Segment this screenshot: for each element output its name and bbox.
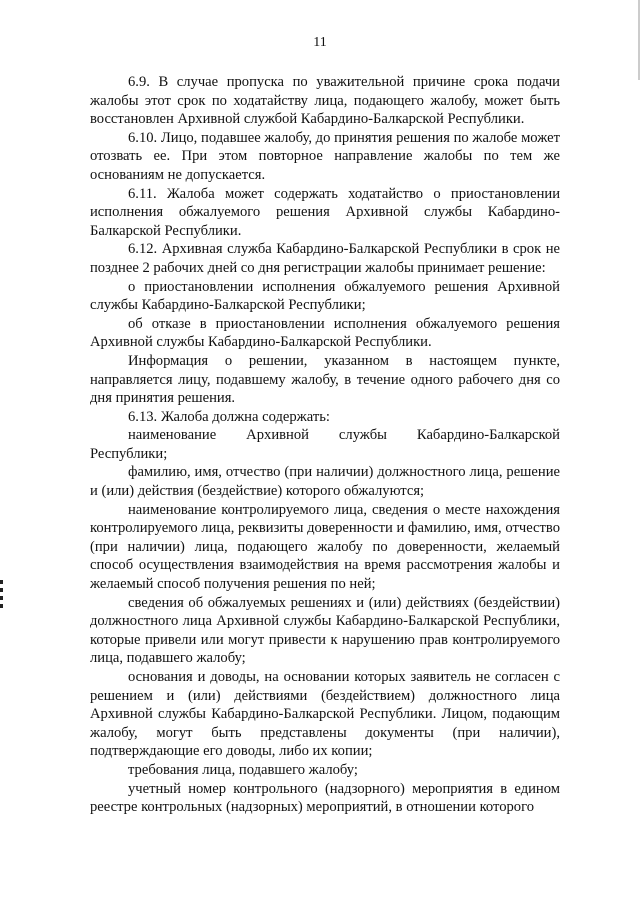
list-item-agency-name: наименование Архивной службы Кабардино-Балкарской Республики; (90, 427, 560, 462)
paragraph-6-13: 6.13. Жалоба должна содержать: (128, 408, 330, 425)
list-item-official-name: фамилию, имя, отчество (при наличии) должностного лица, решение и (или) действия (бездействие) которого обжалуются; (90, 464, 560, 500)
page-number: 11 (313, 35, 327, 50)
paragraph-6-10: 6.10. Лицо, подавшее жалобу, до принятия решения по жалобе может отозвать ее. При этом повторное направление жалобы по тем же основаниям не допускается. (90, 129, 560, 183)
list-item-controlled-person: наименование контролируемого лица, сведения о месте нахождения контролируемого лица, реквизиты доверенности и фамилию, имя, отчество (при наличии) лица, подающего жалобу по доверенности, желаемый способ осуществления взаимодействия на время рассмотрения жалобы и желаемый способ получения решения по ней; (90, 501, 560, 593)
paragraph-6-12-option-refuse: об отказе в приостановлении исполнения обжалуемого решения Архивной службы Кабардино-Балкарской Республики. (90, 315, 560, 351)
document-body (90, 73, 560, 817)
list-item-registry-number: учетный номер контрольного (надзорного) мероприятия в едином реестре контрольных (надзорных) мероприятий, в отношении которого (90, 780, 560, 816)
list-item-appealed-decisions: сведения об обжалуемых решениях и (или) действиях (бездействии) должностного лица Архивной службы Кабардино-Балкарской Республики, которые привели или могут привести к нарушению прав контролируемого лица, подавшего жалобу; (90, 594, 560, 667)
list-item-requirements: требования лица, подавшего жалобу; (128, 761, 358, 778)
paragraph-6-11: 6.11. Жалоба может содержать ходатайство о приостановлении исполнения обжалуемого решения Архивной службы Кабардино-Балкарской Республики. (90, 185, 560, 239)
paragraph-6-12-information: Информация о решении, указанном в настоящем пункте, направляется лицу, подавшему жалобу, в течение одного рабочего дня со дня принятия решения. (90, 352, 560, 407)
paragraph-6-12: 6.12. Архивная служба Кабардино-Балкарской Республики в срок не позднее 2 рабочих дней со дня регистрации жалобы принимает решение: (90, 241, 560, 276)
paragraph-6-9: 6.9. В случае пропуска по уважительной причине срока подачи жалобы этот срок по ходатайству лица, подающего жалобу, может быть восстановлен Архивной службой Кабардино-Балкарской Республики. (90, 74, 560, 128)
paragraph-6-12-option-suspend: о приостановлении исполнения обжалуемого решения Архивной службы Кабардино-Балкарской Республики; (90, 278, 560, 314)
list-item-grounds: основания и доводы, на основании которых заявитель не согласен с решением и (или) действиями (бездействием) должностного лица Архивной службы Кабардино-Балкарской Республики. Лицом, подающим жалобу, могут быть представлены документы (при наличии), подтверждающие его доводы, либо их копии; (90, 669, 560, 760)
scan-edge-mark (0, 580, 3, 610)
